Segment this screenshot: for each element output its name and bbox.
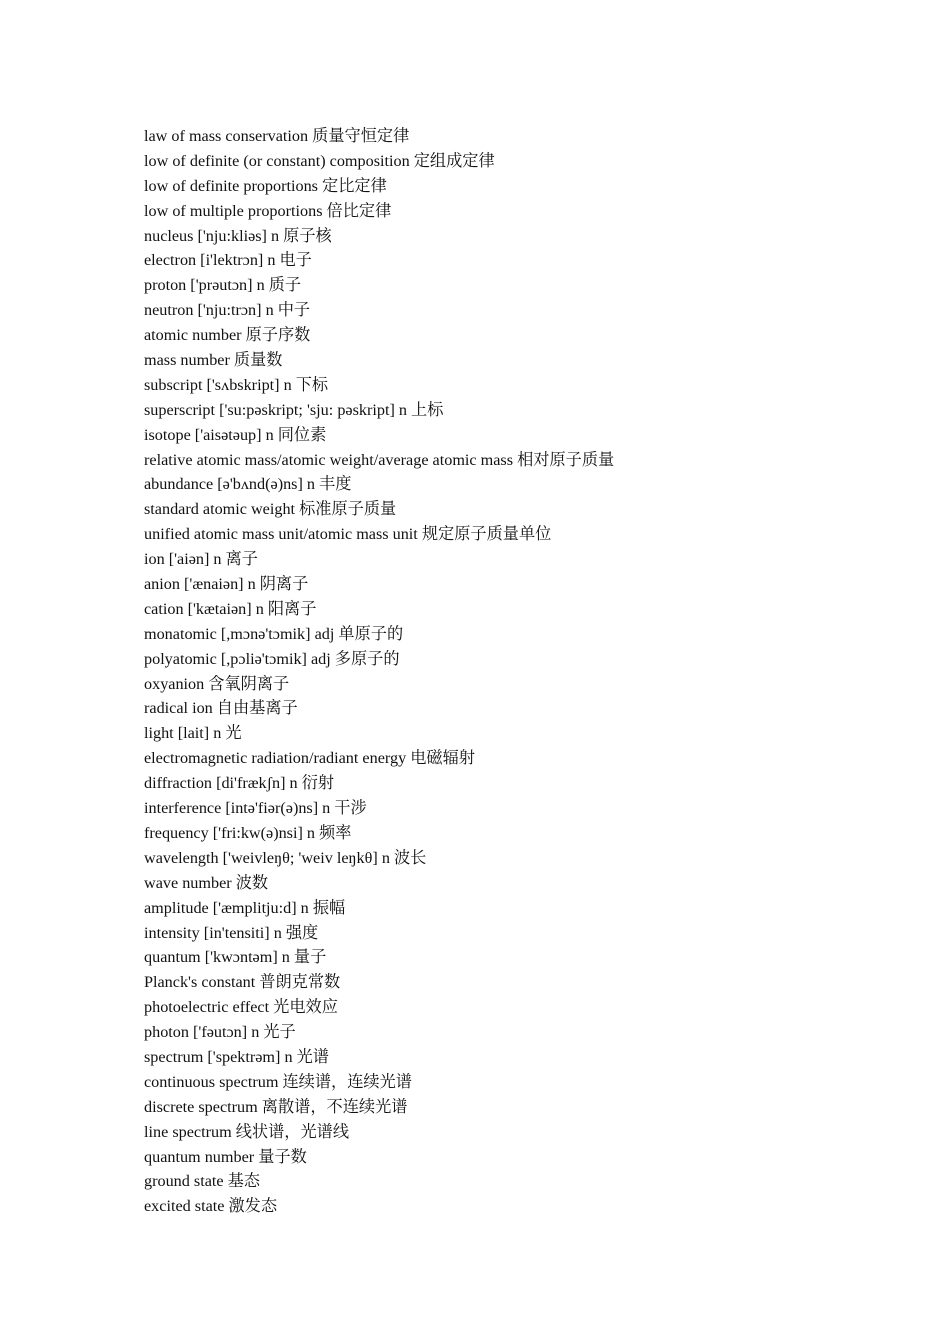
list-item: neutron ['nju:trɔn] n 中子 — [144, 301, 311, 320]
list-item: photoelectric effect 光电效应 — [144, 998, 338, 1017]
list-item: mass number 质量数 — [144, 351, 283, 370]
list-item: frequency ['fri:kw(ə)nsi] n 频率 — [144, 823, 352, 842]
list-item: low of multiple proportions 倍比定律 — [144, 201, 392, 220]
list-item: low of definite (or constant) composition 定组成定律 — [144, 151, 495, 170]
list-item: wave number 波数 — [144, 873, 269, 892]
list-item: abundance [ə'bʌnd(ə)ns] n 丰度 — [144, 475, 352, 494]
list-item: unified atomic mass unit/atomic mass unit 规定原子质量单位 — [144, 525, 552, 544]
list-item: low of definite proportions 定比定律 — [144, 176, 387, 195]
list-item: amplitude ['æmplitju:d] n 振幅 — [144, 898, 346, 917]
list-item: diffraction [di'frækʃn] n 衍射 — [144, 774, 335, 793]
list-item: quantum ['kwɔntəm] n 量子 — [144, 948, 327, 967]
list-item: electron [i'lektrɔn] n 电子 — [144, 251, 312, 270]
list-item: interference [intə'fiər(ə)ns] n 干涉 — [144, 799, 367, 818]
list-item: polyatomic [,pɔliə'tɔmik] adj 多原子的 — [144, 649, 400, 668]
list-item: cation ['kætaiən] n 阳离子 — [144, 599, 317, 618]
list-item: spectrum ['spektrəm] n 光谱 — [144, 1047, 329, 1066]
list-item: ground state 基态 — [144, 1172, 260, 1191]
list-item: intensity [in'tensiti] n 强度 — [144, 923, 319, 942]
list-item: relative atomic mass/atomic weight/average atomic mass 相对原子质量 — [144, 450, 615, 469]
list-item: quantum number 量子数 — [144, 1147, 307, 1166]
list-item: superscript ['su:pəskript; 'sju: pəskript] n 上标 — [144, 400, 444, 419]
list-item: monatomic [,mɔnə'tɔmik] adj 单原子的 — [144, 624, 404, 643]
list-item: isotope ['aisətəup] n 同位素 — [144, 425, 327, 444]
list-item: proton ['prəutɔn] n 质子 — [144, 276, 302, 295]
list-item: Planck's constant 普朗克常数 — [144, 973, 341, 992]
list-item: photon ['fəutɔn] n 光子 — [144, 1023, 296, 1042]
list-item: oxyanion 含氧阴离子 — [144, 674, 290, 693]
list-item: ion ['aiən] n 离子 — [144, 550, 258, 569]
list-item: continuous spectrum 连续谱，连续光谱 — [144, 1072, 412, 1091]
list-item: nucleus ['nju:kliəs] n 原子核 — [144, 226, 332, 245]
list-item: standard atomic weight 标准原子质量 — [144, 500, 397, 519]
list-item: subscript ['sʌbskript] n 下标 — [144, 375, 329, 394]
list-item: wavelength ['weivleŋθ; 'weiv leŋkθ] n 波长 — [144, 848, 427, 867]
list-item: electromagnetic radiation/radiant energy 电磁辐射 — [144, 749, 475, 768]
list-item: atomic number 原子序数 — [144, 326, 311, 345]
list-item: line spectrum 线状谱，光谱线 — [144, 1122, 350, 1141]
list-item: discrete spectrum 离散谱，不连续光谱 — [144, 1097, 408, 1116]
list-item: excited state 激发态 — [144, 1197, 278, 1216]
list-item: anion ['ænaiən] n 阴离子 — [144, 575, 309, 594]
list-item: light [lait] n 光 — [144, 724, 242, 743]
list-item: radical ion 自由基离子 — [144, 699, 298, 718]
list-item: law of mass conservation 质量守恒定律 — [144, 127, 410, 145]
vocabulary-list — [144, 124, 904, 1219]
